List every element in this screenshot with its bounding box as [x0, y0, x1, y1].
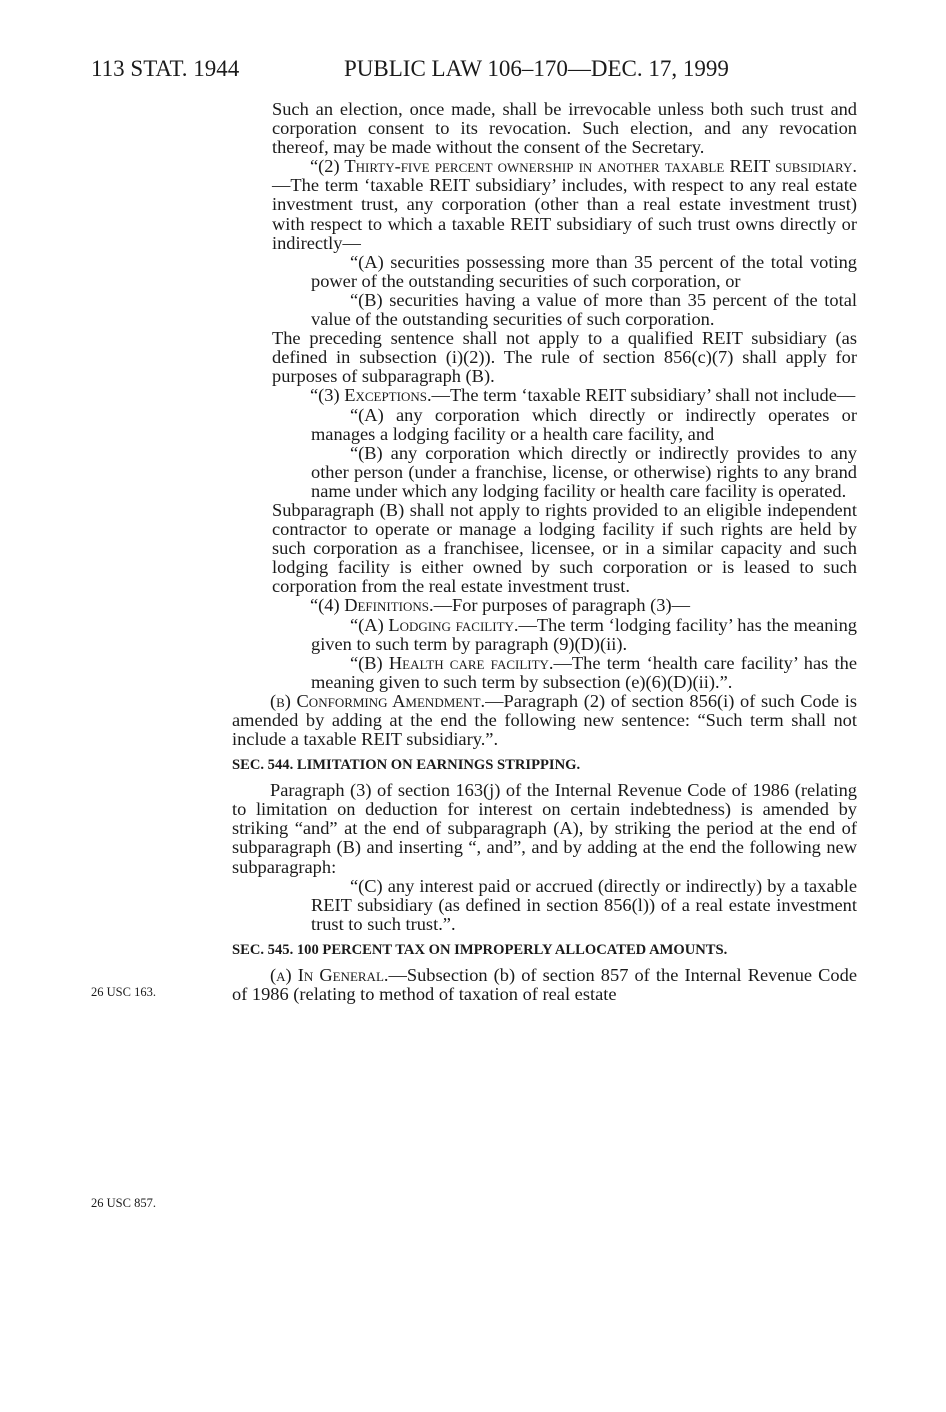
paragraph-2-subparagraph-a: “(A) securities possessing more than 35 percent of the total voting power of the outstanding securities of such corporation, or [311, 251, 857, 291]
section-545-subsection-a-heading: (a) In General. [270, 964, 389, 985]
section-544-subparagraph-c: “(C) any interest paid or accrued (directly or indirectly) by a taxable REIT subsidiary (as defined in section 856(l)) of a real estate investment trust to such trust.”. [311, 875, 857, 934]
law-title: PUBLIC LAW 106–170—DEC. 17, 1999 [344, 56, 729, 81]
paragraph-3-flush-text: Subparagraph (B) shall not apply to rights provided to an eligible independent contractor to operate or manage a lodging facility if such rights are held by such corporation as a franchisee, licensee, or in a similar capacity and such lodging facility is either owned by such corporation or is leased to such corporation from the real estate investment trust. [272, 499, 857, 597]
lodging-facility-heading: “(A) Lodging facility. [350, 614, 519, 635]
paragraph-3-subparagraph-a: “(A) any corporation which directly or indirectly operates or manages a lodging facility or a health care facility, and [311, 404, 857, 444]
paragraph-3-heading: “(3) Exceptions. [310, 385, 432, 406]
paragraph-4 [272, 596, 857, 615]
paragraph-3-subparagraph-b: “(B) any corporation which directly or indirectly provides to any other person (under a franchise, license, or otherwise) rights to any brand name under which any lodging facility or health care facility is operated. [311, 442, 857, 501]
paragraph-2-flush-text: The preceding sentence shall not apply to a qualified REIT subsidiary (as defined in subsection (i)(2)). The rule of section 856(c)(7) shall apply for purposes of subparagraph (B). [272, 328, 857, 387]
section-545-heading: SEC. 545. 100 PERCENT TAX ON IMPROPERLY ALLOCATED AMOUNTS. [232, 941, 728, 958]
election-paragraph: Such an election, once made, shall be irrevocable unless both such trust and corporation consent to its revocation. Such election, and any revocation thereof, may be made without the consent of the Secretary. [272, 99, 857, 158]
conforming-amendment [232, 692, 857, 749]
health-care-facility-heading: “(B) Health care facility. [350, 652, 554, 673]
health-care-facility-text: —The term ‘health care facility’ has the meaning given to such term by subsection (e)(6)(D)(ii).”. [311, 652, 857, 692]
conforming-amendment-text: —Paragraph (2) of section 856(i) of such Code is amended by adding at the end the following new sentence: “Such term shall not include a taxable REIT subsidiary.”. [232, 690, 857, 750]
paragraph-4-heading: “(4) Definitions. [310, 595, 434, 616]
conforming-amendment-heading: (b) Conforming Amendment. [270, 690, 486, 711]
paragraph-4-text: —For purposes of paragraph (3)— [433, 595, 690, 616]
lodging-facility-text: —The term ‘lodging facility’ has the meaning given to such term by paragraph (9)(D)(ii). [311, 614, 857, 654]
section-544-text: Paragraph (3) of section 163(j) of the Internal Revenue Code of 1986 (relating to limitation on deduction for interest on certain indebtedness) is amended by striking “and” at the end of subparagraph (A), by striking the period at the end of subparagraph (B) and inserting “, and”, and by adding at the end the following new subparagraph: [232, 780, 857, 877]
paragraph-2-heading: “(2) Thirty-five percent ownership in another taxable REIT subsidiary. [310, 156, 857, 177]
section-544-heading: SEC. 544. LIMITATION ON EARNINGS STRIPPING. [232, 757, 581, 774]
paragraph-2-subparagraph-b: “(B) securities having a value of more than 35 percent of the total value of the outstanding securities of such corporation. [311, 289, 857, 330]
text-column [232, 99, 857, 1005]
paragraph-4-subparagraph-a [272, 616, 857, 654]
margin-note-sec-545: 26 USC 857. [91, 1196, 156, 1210]
paragraph-3-text: —The term ‘taxable REIT subsidiary’ shall not include— [431, 385, 856, 406]
paragraph-3 [272, 386, 857, 405]
stat-reference: 113 STAT. 1944 [91, 56, 240, 81]
paragraph-4-subparagraph-b [272, 654, 857, 692]
section-545-subsection-a [232, 966, 857, 1004]
section-545-subsection-a-text: —Subsection (b) of section 857 of the Internal Revenue Code of 1986 (relating to method of taxation of real estate [232, 964, 857, 1005]
page-header [91, 52, 861, 86]
paragraph-2 [272, 157, 857, 252]
margin-note-sec-544: 26 USC 163. [91, 985, 156, 999]
paragraph-2-text: —The term ‘taxable REIT subsidiary’ includes, with respect to any real estate investment trust, any corporation (other than a real estate investment trust) with respect to which a taxable REIT subsidiary of such trust owns directly or indirectly— [272, 175, 857, 253]
